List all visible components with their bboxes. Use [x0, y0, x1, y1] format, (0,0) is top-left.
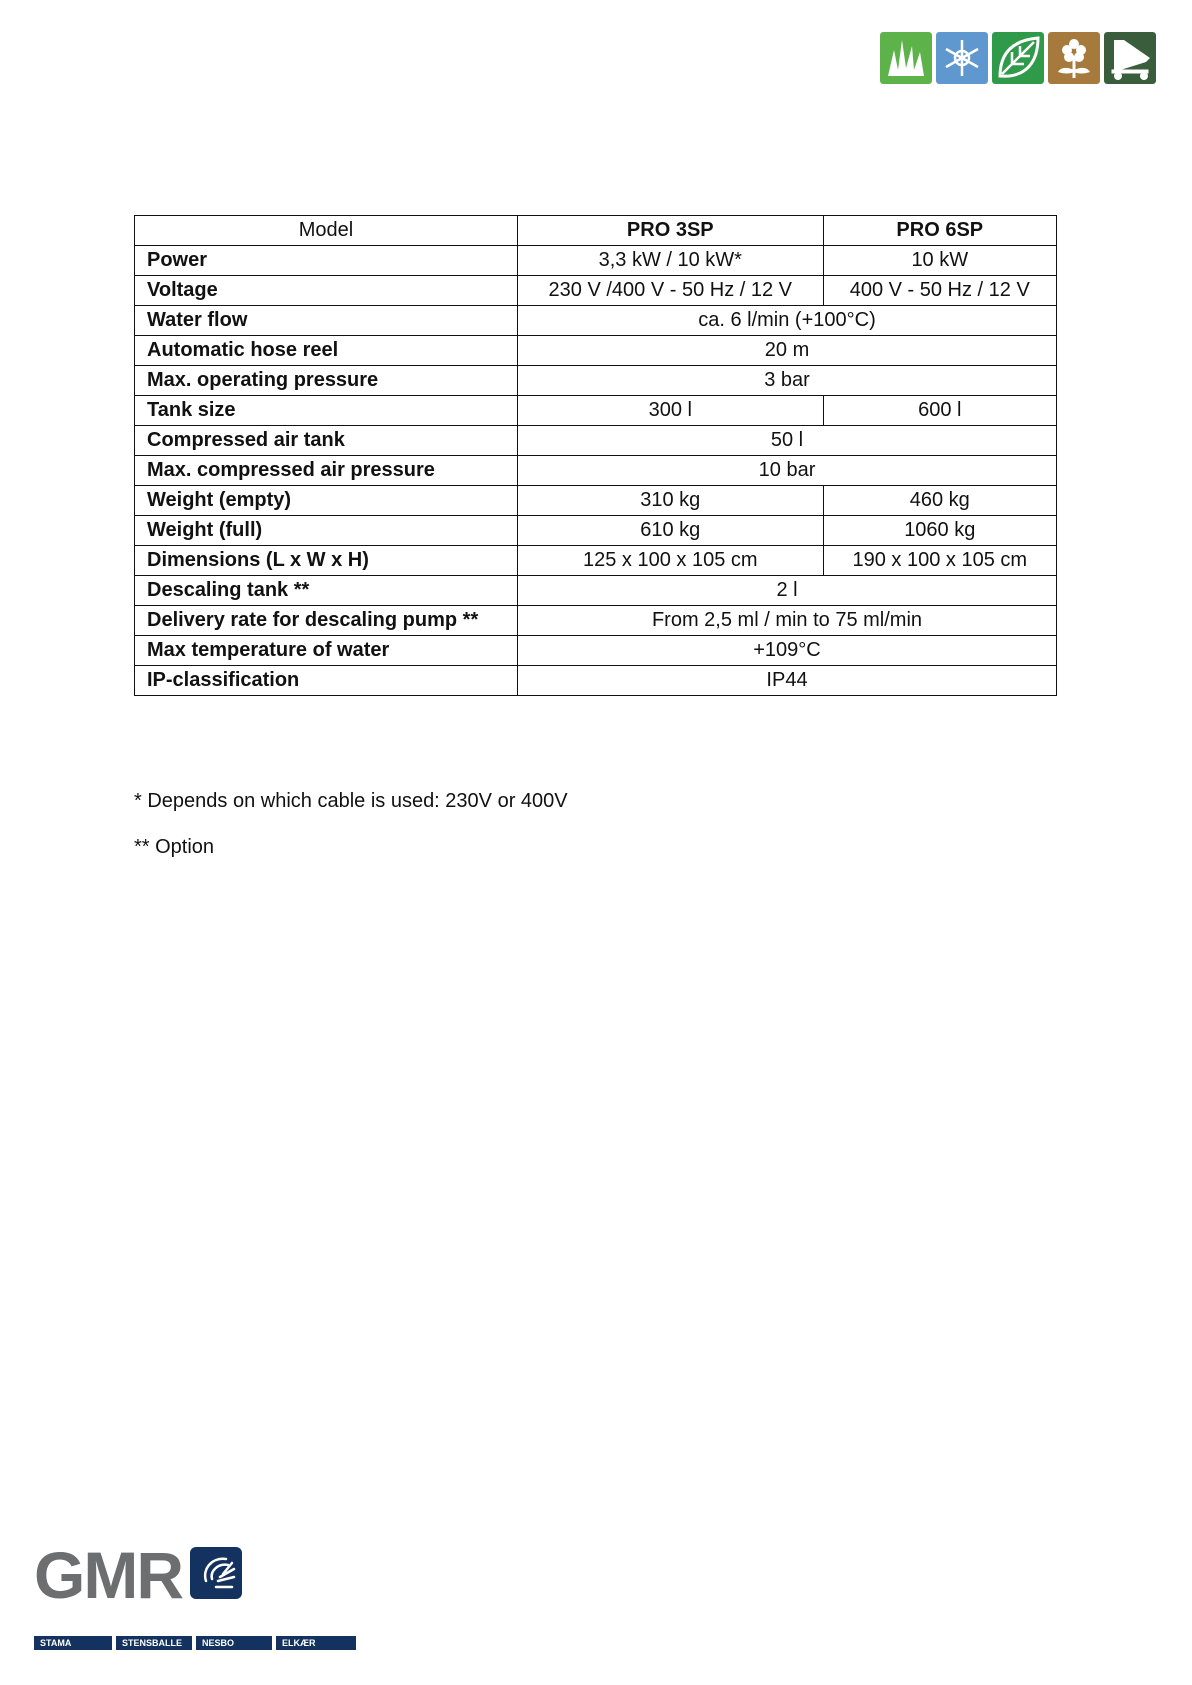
row-value: +109°C: [518, 636, 1057, 666]
cart-icon: [1104, 32, 1156, 84]
row-value: 600 l: [823, 396, 1056, 426]
row-value: 300 l: [518, 396, 824, 426]
table-row: [135, 486, 1057, 516]
brand-label: STAMA: [34, 1636, 112, 1650]
table-row: [135, 516, 1057, 546]
row-label: Automatic hose reel: [135, 336, 518, 366]
row-value: 460 kg: [823, 486, 1056, 516]
grass-icon: [880, 32, 932, 84]
brand-label: STENSBALLE: [116, 1636, 192, 1650]
row-label: Max temperature of water: [135, 636, 518, 666]
snowflake-icon: [936, 32, 988, 84]
row-label: Descaling tank **: [135, 576, 518, 606]
table-row: [135, 366, 1057, 396]
table-row: [135, 636, 1057, 666]
row-value: ca. 6 l/min (+100°C): [518, 306, 1057, 336]
category-icons: [880, 32, 1156, 84]
table-header-col: PRO 6SP: [823, 216, 1056, 246]
table-row: [135, 666, 1057, 696]
table-row: [135, 336, 1057, 366]
row-value: 2 l: [518, 576, 1057, 606]
gmr-logo: [34, 1538, 242, 1612]
brand-strip: [34, 1636, 356, 1650]
row-label: Weight (full): [135, 516, 518, 546]
row-label: Voltage: [135, 276, 518, 306]
row-value: 20 m: [518, 336, 1057, 366]
row-label: Delivery rate for descaling pump **: [135, 606, 518, 636]
row-value: 3,3 kW / 10 kW*: [518, 246, 824, 276]
table-header-col: PRO 3SP: [518, 216, 824, 246]
row-label: IP-classification: [135, 666, 518, 696]
brand-label: ELKÆR: [276, 1636, 356, 1650]
row-value: From 2,5 ml / min to 75 ml/min: [518, 606, 1057, 636]
row-value: 125 x 100 x 105 cm: [518, 546, 824, 576]
footnote-option: ** Option: [134, 836, 215, 858]
gmr-logo-text: GMR: [34, 1538, 182, 1612]
row-value: 190 x 100 x 105 cm: [823, 546, 1056, 576]
table-row: [135, 246, 1057, 276]
row-value: 50 l: [518, 426, 1057, 456]
row-value: 3 bar: [518, 366, 1057, 396]
table-header-label: Model: [135, 216, 518, 246]
table-header-row: [135, 216, 1057, 246]
table-row: [135, 546, 1057, 576]
row-value: 310 kg: [518, 486, 824, 516]
spec-table: [134, 215, 1057, 696]
table-row: [135, 606, 1057, 636]
gmr-sun-icon: [190, 1547, 242, 1599]
row-label: Compressed air tank: [135, 426, 518, 456]
row-label: Max. operating pressure: [135, 366, 518, 396]
brand-label: NESBO: [196, 1636, 272, 1650]
flower-icon: [1048, 32, 1100, 84]
row-value: 610 kg: [518, 516, 824, 546]
table-row: [135, 396, 1057, 426]
row-value: 10 kW: [823, 246, 1056, 276]
row-label: Weight (empty): [135, 486, 518, 516]
row-label: Power: [135, 246, 518, 276]
table-row: [135, 456, 1057, 486]
leaf-icon: [992, 32, 1044, 84]
row-value: 1060 kg: [823, 516, 1056, 546]
table-row: [135, 426, 1057, 456]
table-row: [135, 576, 1057, 606]
row-label: Max. compressed air pressure: [135, 456, 518, 486]
row-label: Water flow: [135, 306, 518, 336]
table-row: [135, 306, 1057, 336]
row-value: 10 bar: [518, 456, 1057, 486]
table-row: [135, 276, 1057, 306]
row-label: Dimensions (L x W x H): [135, 546, 518, 576]
row-label: Tank size: [135, 396, 518, 426]
row-value: 400 V - 50 Hz / 12 V: [823, 276, 1056, 306]
row-value: IP44: [518, 666, 1057, 696]
row-value: 230 V /400 V - 50 Hz / 12 V: [518, 276, 824, 306]
footnote-cable: * Depends on which cable is used: 230V or 400V: [134, 790, 568, 812]
